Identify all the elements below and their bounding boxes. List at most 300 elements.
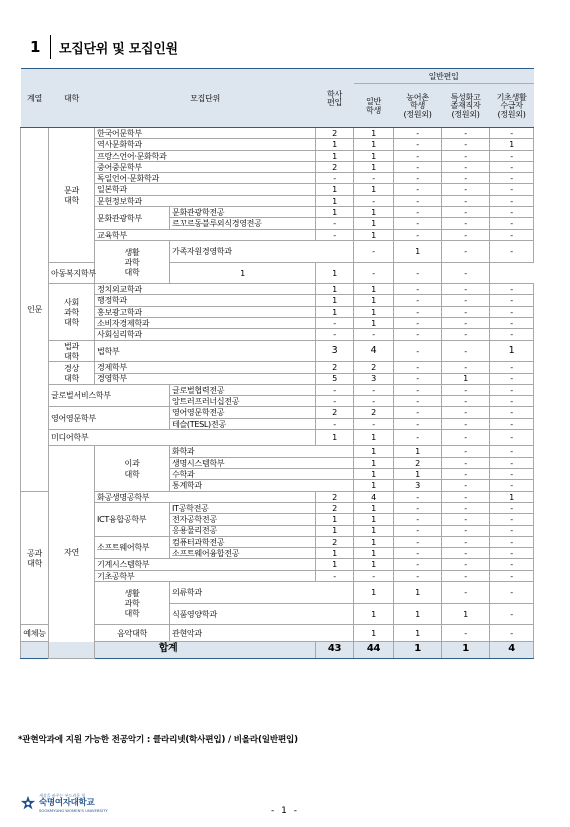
quota-cell: 2 [316,536,354,547]
unit-name-cell: 홍보광고학과 [95,306,316,317]
table-row [21,536,534,547]
quota-cell: 1 [354,603,394,625]
quota-cell: - [394,306,442,317]
unit-name-cell: 사회심리학과 [95,329,316,340]
quota-cell: - [394,173,442,184]
quota-cell: - [354,396,394,407]
table-row [21,491,534,502]
quota-cell: - [394,548,442,559]
quota-cell: 1 [316,207,354,218]
quota-cell: - [394,373,442,384]
quota-cell: 3 [316,340,354,362]
quota-cell: 1 [354,139,394,150]
field-cell: 인문 [21,128,49,492]
quota-cell: - [394,491,442,502]
logo-name: 숙명여자대학교 [39,798,95,808]
unit-name-cell: 경제학부 [95,362,316,373]
major-cell: 앙트러프러너십전공 [170,396,316,407]
quota-cell: - [394,150,442,161]
unit-name-cell: 관현악과 [170,625,354,641]
quota-cell: - [394,318,442,329]
table-body [21,128,534,659]
total-row [21,641,534,658]
quota-cell: 1 [354,536,394,547]
college-cell: 이과 대학 [95,446,170,491]
quota-cell: - [442,430,490,446]
page-number: - 1 - [271,806,299,816]
quota-cell: 1 [354,284,394,295]
quota-cell: 1 [170,262,316,284]
quota-cell: - [316,384,354,395]
unit-name-cell: 법학부 [95,340,316,362]
quota-cell: - [394,362,442,373]
quota-cell: - [442,559,490,570]
quota-cell: - [394,139,442,150]
quota-cell: 2 [316,128,354,139]
unit-name-cell: 아동복지학부 [49,262,170,284]
quota-cell: - [442,184,490,195]
quota-cell: - [394,262,442,284]
logo-motto: 세상을 바꾸는 부드러운 힘 [39,793,86,798]
quota-cell: - [394,161,442,172]
header-college: 대학 [49,69,95,128]
quota-cell: 1 [442,603,490,625]
quota-cell: - [490,548,534,559]
heading-divider [50,35,51,59]
quota-cell: - [442,407,490,418]
quota-cell: - [442,469,490,480]
quota-cell: 1 [394,625,442,641]
unit-name-cell: 문헌정보학과 [95,195,316,206]
quota-cell: - [442,582,490,604]
quota-cell: - [394,525,442,536]
quota-cell: - [442,262,490,284]
quota-cell: - [394,229,442,240]
quota-cell: - [490,384,534,395]
quota-cell: - [490,525,534,536]
quota-cell: - [490,295,534,306]
quota-cell: 1 [490,491,534,502]
table-row [21,161,534,172]
unit-name-cell: 행정학과 [95,295,316,306]
quota-cell: - [316,173,354,184]
table-row [21,384,534,395]
quota-cell: - [354,262,394,284]
field-cell: 자연 [49,446,95,658]
quota-cell: 1 [442,373,490,384]
quota-cell: - [316,396,354,407]
quota-cell: 1 [316,195,354,206]
quota-cell: - [490,173,534,184]
quota-cell: 1 [316,548,354,559]
total-label: 합계 [21,641,316,658]
quota-cell: - [442,457,490,468]
unit-name-cell: 교육학부 [95,229,316,240]
quota-cell: 1 [354,625,394,641]
table-row [21,295,534,306]
unit-name-cell: 화공생명공학부 [95,491,316,502]
quota-cell: - [490,329,534,340]
quota-cell: - [490,514,534,525]
section-heading [30,34,178,60]
quota-cell: - [442,161,490,172]
quota-cell: 1 [354,318,394,329]
quota-cell: 1 [354,218,394,229]
total-cell: 4 [490,641,534,658]
table-row [21,184,534,195]
quota-cell: - [394,340,442,362]
quota-cell: 1 [316,262,354,284]
major-cell: 문화관광학전공 [170,207,316,218]
quota-cell: 1 [316,184,354,195]
quota-cell: - [442,318,490,329]
quota-cell: 1 [316,525,354,536]
unit-name-cell: 통계학과 [170,480,354,491]
quota-cell: 1 [354,207,394,218]
quota-cell: - [316,318,354,329]
table-row [21,362,534,373]
major-cell: 영어영문학전공 [170,407,316,418]
quota-cell: - [394,570,442,581]
quota-cell: - [490,407,534,418]
quota-cell: - [394,207,442,218]
quota-cell: 2 [354,407,394,418]
table-row [21,407,534,418]
quota-cell: 2 [354,362,394,373]
quota-cell: - [442,362,490,373]
quota-cell: - [394,295,442,306]
major-cell: IT공학전공 [170,502,316,513]
quota-cell: - [490,150,534,161]
quota-cell: 1 [354,229,394,240]
unit-name-cell: 중어중문학부 [95,161,316,172]
unit-name-cell: 경영학부 [95,373,316,384]
quota-cell: - [490,570,534,581]
quota-cell: 1 [354,525,394,536]
quota-cell: - [442,514,490,525]
header-basic-livelihood: 기초생활 수급자 (정원외) [490,84,534,128]
quota-cell: - [442,548,490,559]
quota-cell: 1 [394,603,442,625]
section-title: 모집단위 및 모집인원 [59,41,178,57]
quota-cell: 1 [354,295,394,306]
total-cell: 44 [354,641,394,658]
quota-cell: - [354,240,394,262]
quota-cell: - [394,384,442,395]
table-row [21,582,534,604]
quota-cell: 1 [316,306,354,317]
quota-cell: 1 [354,128,394,139]
quota-cell: - [394,128,442,139]
quota-cell: - [442,525,490,536]
major-cell: 르꼬르동블루외식경영전공 [170,218,316,229]
quota-cell: - [442,207,490,218]
quota-cell: - [490,469,534,480]
quota-cell: 1 [354,306,394,317]
quota-cell: - [394,329,442,340]
quota-cell: - [490,318,534,329]
quota-cell: - [354,570,394,581]
college-cell: 사회 과학 대학 [49,284,95,340]
field-cell: 예체능 [21,625,49,641]
unit-name-cell: 프랑스언어·문화학과 [95,150,316,161]
quota-cell: - [490,625,534,641]
table-row [21,284,534,295]
table-row [21,446,534,457]
unit-name-cell: 화학과 [170,446,354,457]
college-cell: 공과 대학 [21,491,49,625]
quota-cell: 1 [354,582,394,604]
quota-cell: - [490,218,534,229]
quota-cell: 1 [354,161,394,172]
unit-name-cell: 수학과 [170,469,354,480]
quota-cell: - [490,362,534,373]
unit-name-cell: 영어영문학부 [49,407,170,430]
quota-cell: 1 [316,430,354,446]
college-cell: 생활 과학 대학 [95,582,170,625]
quota-cell: 1 [316,150,354,161]
table-row [21,373,534,384]
quota-cell: - [442,384,490,395]
quota-cell: - [354,329,394,340]
unit-name-cell: 문화관광학부 [95,207,170,230]
quota-cell: - [490,430,534,446]
major-cell: 컴퓨터과학전공 [170,536,316,547]
quota-cell: 1 [354,548,394,559]
quota-cell: - [354,384,394,395]
college-cell: 경상 대학 [49,362,95,385]
quota-cell: - [316,218,354,229]
header-bachelor-transfer: 학사 편입 [316,69,354,128]
quota-cell: - [354,173,394,184]
quota-cell: - [394,284,442,295]
quota-cell: - [394,407,442,418]
quota-cell: - [490,582,534,604]
quota-cell: - [394,536,442,547]
quota-cell: - [490,457,534,468]
logo-name-en: SOOKMYUNG WOMEN'S UNIVERSITY [39,807,108,813]
quota-cell: 3 [354,373,394,384]
quota-cell: - [490,207,534,218]
quota-cell: 1 [354,502,394,513]
unit-name-cell: 기초공학부 [95,570,316,581]
quota-cell: 1 [490,139,534,150]
quota-cell: - [442,218,490,229]
quota-cell: - [394,559,442,570]
table-row [21,207,534,218]
quota-cell: - [442,446,490,457]
quota-cell: 1 [354,457,394,468]
quota-cell: 1 [354,469,394,480]
quota-cell: - [490,161,534,172]
quota-cell: - [394,418,442,429]
quota-cell: 2 [316,161,354,172]
table-row [21,229,534,240]
major-cell: 테슬(TESL)전공 [170,418,316,429]
quota-cell: 3 [394,480,442,491]
quota-cell: - [490,418,534,429]
quota-cell: - [394,396,442,407]
total-cell: 43 [316,641,354,658]
major-cell: 글로벌협력전공 [170,384,316,395]
quota-cell: - [394,218,442,229]
table-row [21,150,534,161]
unit-name-cell: 기계시스템학부 [95,559,316,570]
quota-cell: 1 [316,559,354,570]
quota-cell: - [490,396,534,407]
quota-cell: - [490,128,534,139]
header-general-student: 일반 학생 [354,84,394,128]
unit-name-cell: 소비자경제학과 [95,318,316,329]
quota-cell: - [316,229,354,240]
college-cell: 음악대학 [95,625,170,641]
unit-name-cell: 글로벌서비스학부 [49,384,170,407]
table-row [21,128,534,139]
quota-cell: 1 [316,514,354,525]
table-row [21,340,534,362]
quota-cell: - [316,570,354,581]
unit-name-cell: 한국어문학부 [95,128,316,139]
college-cell: 법과 대학 [49,340,95,362]
quota-cell: 1 [316,139,354,150]
quota-cell: 1 [394,469,442,480]
quota-cell: 2 [316,502,354,513]
unit-name-cell: 의류학과 [170,582,354,604]
unit-name-cell: 역사문화학과 [95,139,316,150]
quota-cell: - [490,559,534,570]
section-number: 1 [30,38,41,56]
quota-cell: - [490,306,534,317]
table-row [21,318,534,329]
major-cell: 전자공학전공 [170,514,316,525]
unit-name-cell: 소프트웨어학부 [95,536,170,559]
unit-name-cell: 정치외교학과 [95,284,316,295]
unit-name-cell: 식품영양학과 [170,603,354,625]
quota-cell: 1 [354,514,394,525]
quota-cell: - [442,396,490,407]
quota-cell: 1 [316,284,354,295]
quota-cell: - [394,514,442,525]
table-row [21,262,534,284]
total-cell: 1 [394,641,442,658]
quota-cell: - [394,430,442,446]
quota-cell: - [490,446,534,457]
quota-cell: - [490,240,534,262]
quota-cell: - [354,418,394,429]
quota-cell: - [490,284,534,295]
quota-cell: 1 [394,582,442,604]
table-row [21,240,534,262]
quota-cell: - [490,502,534,513]
table-row [21,559,534,570]
admission-quota-table [20,68,534,659]
header-unit: 모집단위 [95,69,316,128]
total-cell: 1 [442,641,490,658]
table-row [21,173,534,184]
quota-cell: 2 [316,362,354,373]
quota-cell: - [316,329,354,340]
quota-cell: - [442,502,490,513]
table-row [21,625,534,641]
table-row [21,570,534,581]
quota-cell: 1 [354,150,394,161]
table-row [21,329,534,340]
unit-name-cell: ICT융합공학부 [95,502,170,536]
major-cell: 소프트웨어융합전공 [170,548,316,559]
quota-cell: - [490,480,534,491]
quota-cell: - [442,284,490,295]
quota-cell: 2 [316,407,354,418]
header-gyeyeol: 계열 [21,69,49,128]
unit-name-cell: 생명시스템학부 [170,457,354,468]
header-rural-student: 농어촌 학생 (정원외) [394,84,442,128]
quota-cell: 5 [316,373,354,384]
quota-cell: - [316,418,354,429]
quota-cell: 1 [354,480,394,491]
quota-cell: - [394,184,442,195]
quota-cell: 1 [354,184,394,195]
quota-cell: - [442,139,490,150]
quota-cell: - [442,480,490,491]
quota-cell: - [442,329,490,340]
quota-cell: - [442,295,490,306]
quota-cell: - [442,570,490,581]
quota-cell: - [442,340,490,362]
quota-cell: - [490,229,534,240]
quota-cell: - [442,150,490,161]
quota-cell: - [442,491,490,502]
unit-name-cell: 가족자원경영학과 [170,240,354,262]
quota-cell: - [354,195,394,206]
table-row [21,195,534,206]
quota-cell: - [490,373,534,384]
quota-cell: - [394,195,442,206]
table-row [21,430,534,446]
quota-cell: 1 [354,446,394,457]
quota-cell: 2 [316,491,354,502]
quota-cell: 2 [394,457,442,468]
table-row [21,502,534,513]
header-general-transfer: 일반편입 [354,69,534,84]
quota-cell: - [442,229,490,240]
table-row [21,306,534,317]
quota-cell: 1 [354,430,394,446]
unit-name-cell: 일본학과 [95,184,316,195]
college-cell: 문과 대학 [49,128,95,263]
quota-cell: 1 [490,340,534,362]
quota-cell: - [442,418,490,429]
table-row [21,139,534,150]
quota-cell: - [490,184,534,195]
quota-cell: 1 [316,295,354,306]
quota-cell: - [490,603,534,625]
quota-cell: - [490,536,534,547]
college-cell: 생활 과학 대학 [95,240,170,283]
quota-cell: 1 [394,446,442,457]
quota-cell: - [394,502,442,513]
major-cell: 응용물리전공 [170,525,316,536]
quota-cell: - [442,128,490,139]
quota-cell: - [490,195,534,206]
unit-name-cell: 독일언어·문화학과 [95,173,316,184]
footnote: *관현악과에 지원 가능한 전공악기 : 클라리넷(학사편입) / 비올라(일반편입) [18,735,298,745]
quota-cell: - [442,240,490,262]
quota-cell: - [442,625,490,641]
header-vocational-worker: 특성화고 졸재직자 (정원외) [442,84,490,128]
quota-cell: - [442,173,490,184]
unit-name-cell: 미디어학부 [49,430,316,446]
quota-cell: 1 [354,559,394,570]
